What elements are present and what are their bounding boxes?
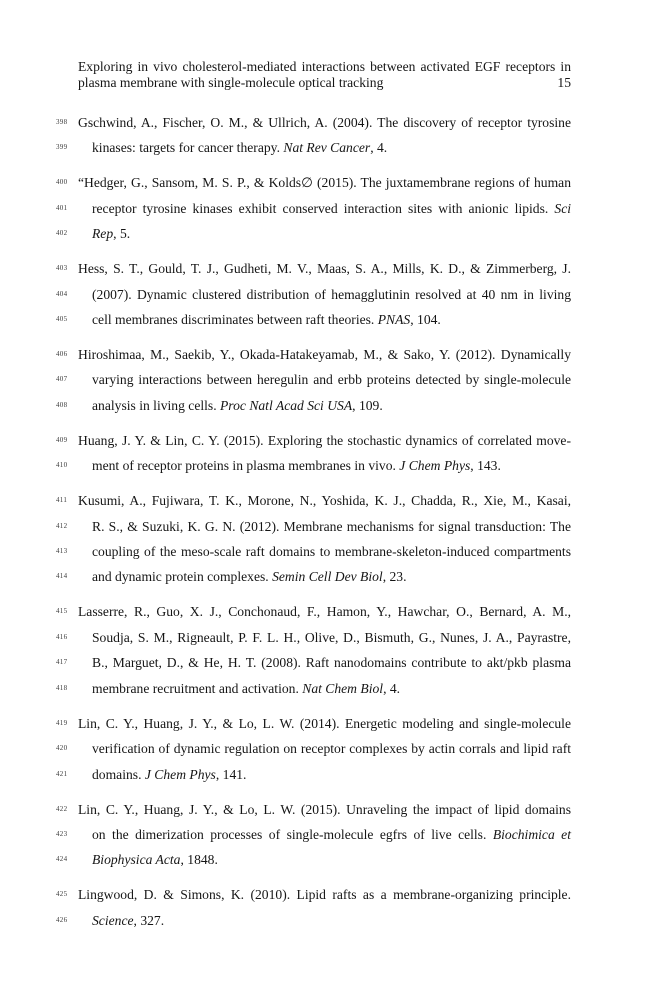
reference-text: Hiroshimaa, M., Saekib, Y., Okada-Hatakeyamab, M., & Sako, Y. (2012). Dynamically [78,347,571,363]
reference-text: R. S., & Suzuki, K. G. N. (2012). Membrane mechanisms for signal transduction: The [92,518,571,534]
reference-text: “Hedger, G., Sansom, M. S. P., & Kolds∅ (2015). The juxtamembrane regions of human [78,175,571,191]
line-number: 416 [56,632,68,641]
line-number: 426 [56,915,68,924]
reference-text: (2007). Dynamic clustered distribution of hemagglutinin resolved at 40 nm in living [92,286,571,302]
reference-line [56,650,571,675]
reference-line [56,488,571,513]
reference-line [56,110,571,135]
reference-text: domains. [92,766,145,782]
reference-line [56,393,571,418]
line-number: 408 [56,400,68,409]
reference-text: ment of receptor proteins in plasma membranes in vivo. [92,458,400,474]
reference-text: Science [92,912,134,928]
line-number: 402 [56,229,68,238]
reference-text: Soudja, S. M., Rigneault, P. F. L. H., Olive, D., Bismuth, G., Nunes, J. A., Payrastre, [92,629,571,645]
line-number: 414 [56,572,68,581]
reference-entry [56,342,571,418]
reference-text: Lasserre, R., Guo, X. J., Conchonaud, F., Hamon, Y., Hawchar, O., Bernard, A. M., [78,604,571,620]
reference-entry [56,488,571,590]
reference-line [56,307,571,332]
reference-text: varying interactions between heregulin and erbb proteins detected by single-molecule [92,372,571,388]
reference-text: , 5. [113,226,131,242]
reference-text: Nat Rev Cancer [283,140,371,156]
reference-text: , 4. [383,680,401,696]
reference-line [56,282,571,307]
reference-entry [56,110,571,161]
reference-entry [56,599,571,701]
reference-line [56,196,571,221]
line-number: 419 [56,718,68,727]
reference-text: , 23. [382,569,407,585]
reference-text: Lin, C. Y., Huang, J. Y., & Lo, L. W. (2015). Unraveling the impact of lipid domains [78,801,571,817]
line-number: 422 [56,804,68,813]
reference-entry [56,428,571,479]
line-number: 418 [56,683,68,692]
reference-text: J Chem Phys [144,766,216,782]
reference-text: , 327. [133,912,165,928]
reference-line [56,736,571,761]
reference-text: analysis in living cells. [92,397,220,413]
reference-text: Rep [92,226,114,242]
reference-line [56,599,571,624]
reference-line [56,428,571,453]
reference-entry [56,797,571,873]
reference-line [56,221,571,246]
reference-text: PNAS [377,312,411,328]
reference-text: kinases: targets for cancer therapy. [92,140,284,156]
line-number: 398 [56,118,68,126]
reference-text: Proc Natl Acad Sci USA [220,397,353,413]
reference-text: , 4. [370,140,388,156]
reference-text: Sci [554,200,571,216]
reference-text: , 104. [410,312,441,328]
line-number: 411 [56,496,68,505]
page-content [56,59,571,943]
reference-line [56,170,571,195]
reference-text: receptor tyrosine kinases exhibit conserved interaction sites with anionic lipids. [92,200,555,216]
reference-text: Gschwind, A., Fischer, O. M., & Ullrich, A. (2004). The discovery of receptor tyrosine [78,115,571,130]
reference-text: , 141. [215,766,247,782]
reference-line [56,847,571,872]
page-title-line2: plasma membrane with single-molecule optical tracking [78,75,384,90]
reference-line [56,908,571,933]
reference-line [56,453,571,478]
page-title-line1: Exploring in vivo cholesterol-mediated interactions between activated EGF receptors in [78,59,571,74]
reference-entry [56,711,571,787]
page-header [78,59,571,91]
line-number: 407 [56,375,68,384]
reference-text: Lin, C. Y., Huang, J. Y., & Lo, L. W. (2014). Energetic modeling and single-molecule [78,715,571,731]
line-number: 421 [56,769,68,778]
reference-line [56,367,571,392]
reference-line [56,762,571,787]
reference-line [56,625,571,650]
reference-text: membrane recruitment and activation. [92,680,303,696]
reference-line [56,564,571,589]
reference-line [56,514,571,539]
reference-entry [56,882,571,933]
reference-line [56,539,571,564]
line-number: 413 [56,547,68,556]
reference-text: , 1848. [180,852,218,868]
line-number: 424 [56,855,68,864]
reference-line [56,256,571,281]
line-number: 406 [56,350,68,359]
line-number: 415 [56,607,68,616]
reference-text: coupling of the meso-scale raft domains to membrane-skeleton-induced compartments [92,544,571,560]
reference-entry [56,256,571,332]
reference-line [56,882,571,907]
reference-line [56,676,571,701]
reference-line [56,342,571,367]
reference-text: J Chem Phys [399,458,471,474]
line-number: 401 [56,203,68,212]
page-title [78,59,571,91]
reference-text: Hess, S. T., Gould, T. J., Gudheti, M. V., Maas, S. A., Mills, K. D., & Zimmerberg, J. [78,261,571,277]
line-number: 403 [56,264,68,273]
reference-text: Biochimica et [492,826,571,842]
line-number: 409 [56,435,68,444]
reference-text: Semin Cell Dev Biol [272,569,383,585]
reference-entry [56,170,571,246]
line-number: 425 [56,890,68,899]
reference-text: verification of dynamic regulation on receptor complexes by actin corrals and lipid raft [92,741,571,757]
line-number: 405 [56,315,68,324]
line-number: 412 [56,521,68,530]
reference-text: , 109. [352,397,383,413]
reference-line [56,822,571,847]
reference-text: , 143. [470,458,501,474]
reference-line [56,135,571,160]
line-number: 400 [56,178,68,187]
page-number: 15 [557,75,571,90]
reference-text: and dynamic protein complexes. [92,569,273,585]
reference-text: Biophysica Acta [92,852,181,868]
line-number: 410 [56,461,68,470]
line-number: 423 [56,829,68,838]
line-number: 420 [56,744,68,753]
references-list [56,110,571,933]
reference-text: on the dimerization processes of single-molecule egfrs of live cells. [92,826,493,842]
reference-text: B., Marguet, D., & He, H. T. (2008). Raft nanodomains contribute to akt/pkb plasma [92,655,571,671]
reference-text: cell membranes discriminates between raft theories. [92,312,378,328]
reference-text: Lingwood, D. & Simons, K. (2010). Lipid rafts as a membrane-organizing principle. [78,887,571,903]
reference-line [56,797,571,822]
line-number: 399 [56,143,68,152]
reference-text: Kusumi, A., Fujiwara, T. K., Morone, N., Yoshida, K. J., Chadda, R., Xie, M., Kasai, [78,493,571,509]
reference-line [56,711,571,736]
line-number: 417 [56,658,68,667]
reference-text: Huang, J. Y. & Lin, C. Y. (2015). Exploring the stochastic dynamics of correlated move- [78,432,571,448]
line-number: 404 [56,289,68,298]
reference-text: Nat Chem Biol [302,680,384,696]
